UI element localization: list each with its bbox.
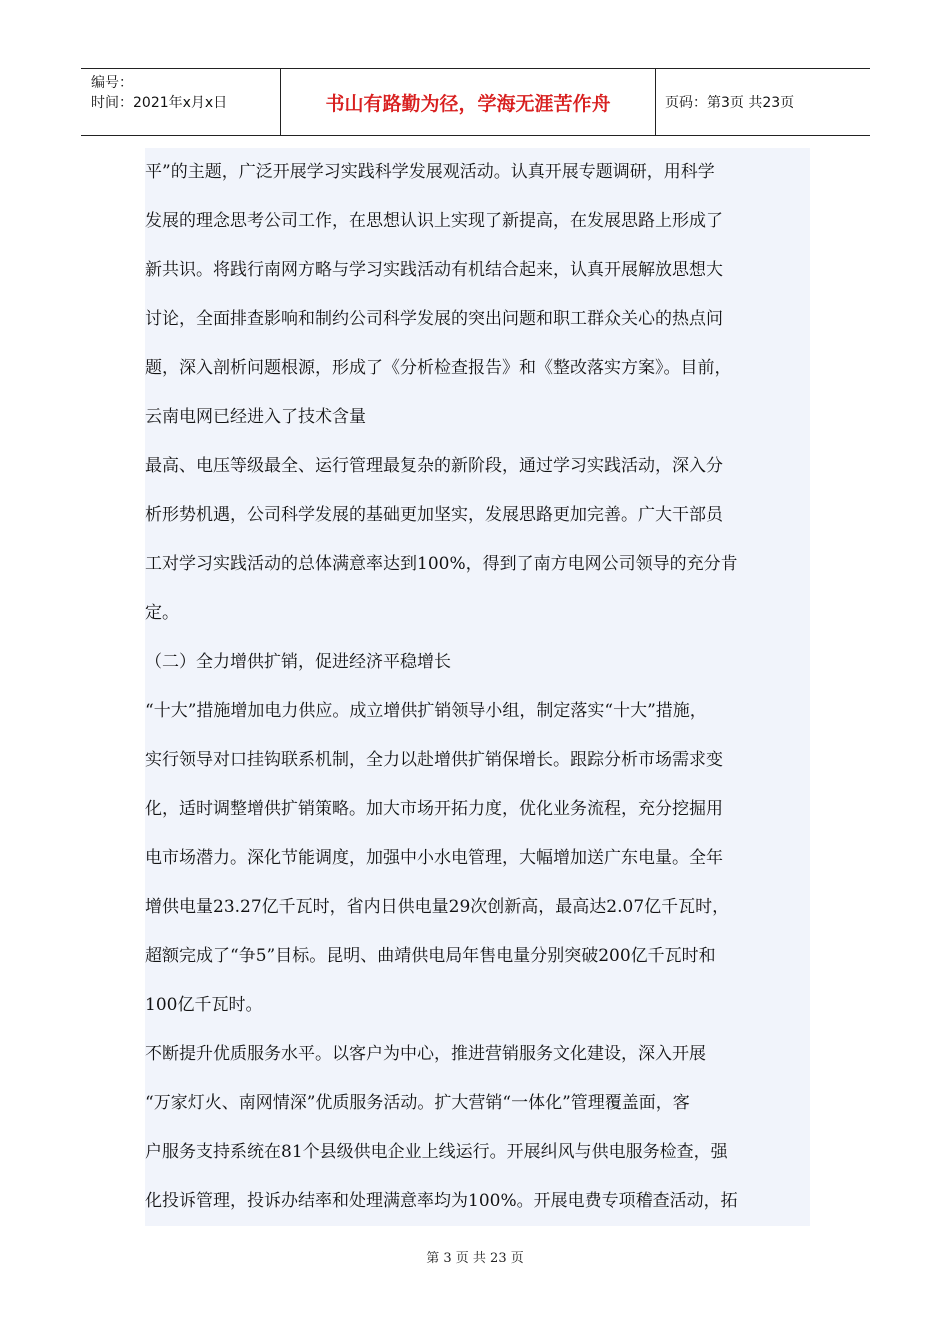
body-line: 化，适时调整增供扩销策略。加大市场开拓力度，优化业务流程，充分挖掘用 — [145, 799, 723, 819]
section-heading: （二）全力增供扩销，促进经济平稳增长 — [145, 652, 451, 672]
header-meta — [81, 69, 281, 135]
body-line: 实行领导对口挂钩联系机制，全力以赴增供扩销保增长。跟踪分析市场需求变 — [145, 750, 723, 770]
document-number-label: 编号： — [91, 75, 133, 91]
body-line: 不断提升优质服务水平。以客户为中心，推进营销服务文化建设，深入开展 — [145, 1044, 706, 1064]
body-line: 最高、电压等级最全、运行管理最复杂的新阶段，通过学习实践活动，深入分 — [145, 456, 723, 476]
body-line: 云南电网已经进入了技术含量 — [145, 407, 366, 427]
page-footer: 第 3 页 共 23 页 — [426, 1251, 524, 1266]
body-line: 平”的主题，广泛开展学习实践科学发展观活动。认真开展专题调研，用科学 — [145, 162, 715, 182]
document-body — [145, 148, 810, 1226]
page-header — [81, 68, 870, 136]
document-date: 时间：2021年x月x日 — [91, 95, 228, 111]
body-line: 增供电量23.27亿千瓦时，省内日供电量29次创新高，最高达2.07亿千瓦时， — [145, 897, 730, 917]
body-line: 新共识。将践行南网方略与学习实践活动有机结合起来，认真开展解放思想大 — [145, 260, 723, 280]
body-line: 电市场潜力。深化节能调度，加强中小水电管理，大幅增加送广东电量。全年 — [145, 848, 723, 868]
body-line: 超额完成了“争5”目标。昆明、曲靖供电局年售电量分别突破200亿千瓦时和 — [145, 946, 716, 966]
body-line: “万家灯火、南网情深”优质服务活动。扩大营销“一体化”管理覆盖面，客 — [145, 1093, 690, 1113]
body-line: 发展的理念思考公司工作，在思想认识上实现了新提高，在发展思路上形成了 — [145, 211, 723, 231]
body-line: 化投诉管理，投诉办结率和处理满意率均为100%。开展电费专项稽查活动，拓 — [145, 1191, 738, 1211]
body-line: 题，深入剖析问题根源，形成了《分析检查报告》和《整改落实方案》。目前， — [145, 358, 732, 378]
body-line: 析形势机遇，公司科学发展的基础更加坚实，发展思路更加完善。广大干部员 — [145, 505, 723, 525]
header-motto: 书山有路勤为径，学海无涯苦作舟 — [281, 69, 656, 135]
body-line: 定。 — [145, 603, 179, 623]
body-line: 工对学习实践活动的总体满意率达到100%，得到了南方电网公司领导的充分肯 — [145, 554, 738, 574]
body-line: 户服务支持系统在81个县级供电企业上线运行。开展纠风与供电服务检查，强 — [145, 1142, 728, 1162]
header-page-code: 页码：第3页 共23页 — [665, 95, 795, 111]
body-line: 讨论，全面排查影响和制约公司科学发展的突出问题和职工群众关心的热点问 — [145, 309, 723, 329]
body-line: “十大”措施增加电力供应。成立增供扩销领导小组，制定落实“十大”措施， — [145, 701, 707, 721]
body-line: 100亿千瓦时。 — [145, 995, 263, 1015]
